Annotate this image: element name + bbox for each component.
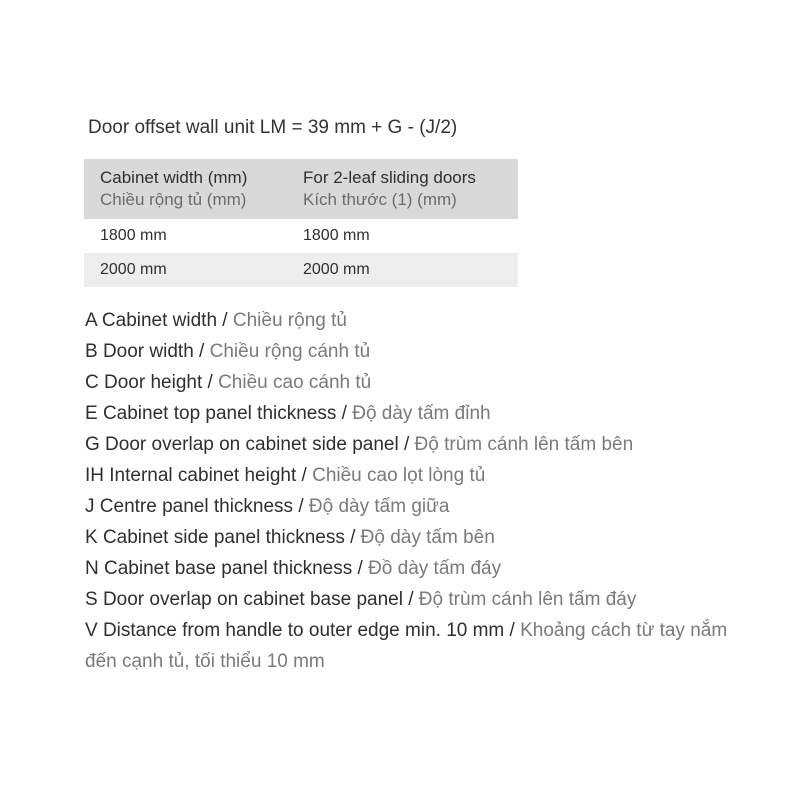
legend-item-vi: Đồ dày tấm đáy bbox=[368, 558, 502, 579]
legend-item-en: J Centre panel thickness bbox=[85, 496, 294, 517]
legend-separator: / bbox=[336, 403, 353, 424]
legend-item bbox=[85, 336, 745, 367]
column-header-cabinet-width bbox=[84, 159, 299, 219]
legend-item-en: G Door overlap on cabinet side panel bbox=[85, 434, 399, 455]
dimension-legend bbox=[85, 305, 745, 677]
legend-separator: / bbox=[296, 465, 313, 486]
legend-item bbox=[85, 584, 745, 615]
legend-item-en: IH Internal cabinet height bbox=[85, 465, 297, 486]
legend-item-vi: Độ dày tấm đỉnh bbox=[352, 403, 491, 424]
legend-item-vi: Độ trùm cánh lên tấm đáy bbox=[418, 589, 637, 610]
legend-separator: / bbox=[293, 496, 309, 517]
legend-item-en: C Door height bbox=[85, 372, 203, 393]
table-cell: 2000 mm bbox=[100, 261, 167, 278]
column-header-sliding-doors bbox=[299, 159, 518, 219]
legend-item-vi: Độ dày tấm giữa bbox=[308, 496, 450, 517]
legend-item bbox=[85, 522, 745, 553]
formula-heading: Door offset wall unit LM = 39 mm + G - (J/2) bbox=[88, 117, 458, 138]
legend-item bbox=[85, 398, 745, 429]
table-cell: 1800 mm bbox=[303, 227, 370, 244]
table-header-row bbox=[84, 159, 518, 219]
legend-item bbox=[85, 615, 745, 677]
legend-item-en: A Cabinet width bbox=[85, 310, 218, 331]
legend-item bbox=[85, 429, 745, 460]
legend-item bbox=[85, 305, 745, 336]
legend-item-vi: Chiều rộng tủ bbox=[232, 310, 347, 331]
legend-item-vi: Chiều rộng cánh tủ bbox=[209, 341, 371, 362]
legend-item bbox=[85, 491, 745, 522]
legend-separator: / bbox=[504, 620, 521, 641]
legend-item-vi: Khoảng cách từ tay nắm đến cạnh tủ, tối thiểu 10 mm bbox=[85, 620, 728, 672]
legend-item-en: N Cabinet base panel thickness bbox=[85, 558, 353, 579]
legend-separator: / bbox=[193, 341, 210, 362]
legend-item-en: V Distance from handle to outer edge min. 10 mm bbox=[85, 620, 505, 641]
legend-separator: / bbox=[402, 589, 419, 610]
legend-item-en: B Door width bbox=[85, 341, 194, 362]
legend-separator: / bbox=[344, 527, 361, 548]
column-header-vi: Kích thước (1) (mm) bbox=[303, 190, 457, 209]
legend-item bbox=[85, 367, 745, 398]
legend-separator: / bbox=[202, 372, 219, 393]
legend-item-vi: Chiều cao cánh tủ bbox=[218, 372, 372, 393]
legend-item-vi: Chiều cao lọt lòng tủ bbox=[312, 465, 486, 486]
legend-separator: / bbox=[398, 434, 415, 455]
legend-item-en: K Cabinet side panel thickness bbox=[85, 527, 345, 548]
legend-item-vi: Độ dày tấm bên bbox=[360, 527, 495, 548]
column-header-en: For 2-leaf sliding doors bbox=[303, 168, 476, 187]
legend-separator: / bbox=[217, 310, 233, 331]
table-cell: 1800 mm bbox=[100, 227, 167, 244]
column-header-vi: Chiều rộng tủ (mm) bbox=[100, 190, 247, 209]
legend-item-en: S Door overlap on cabinet base panel bbox=[85, 589, 403, 610]
legend-item-en: E Cabinet top panel thickness bbox=[85, 403, 337, 424]
legend-item-vi: Độ trùm cánh lên tấm bên bbox=[414, 434, 634, 455]
table-cell: 2000 mm bbox=[303, 261, 370, 278]
table-row bbox=[84, 219, 518, 253]
legend-item bbox=[85, 460, 745, 491]
legend-separator: / bbox=[352, 558, 369, 579]
table-row bbox=[84, 253, 518, 287]
legend-item bbox=[85, 553, 745, 584]
cabinet-width-table bbox=[84, 159, 518, 287]
column-header-en: Cabinet width (mm) bbox=[100, 168, 248, 187]
